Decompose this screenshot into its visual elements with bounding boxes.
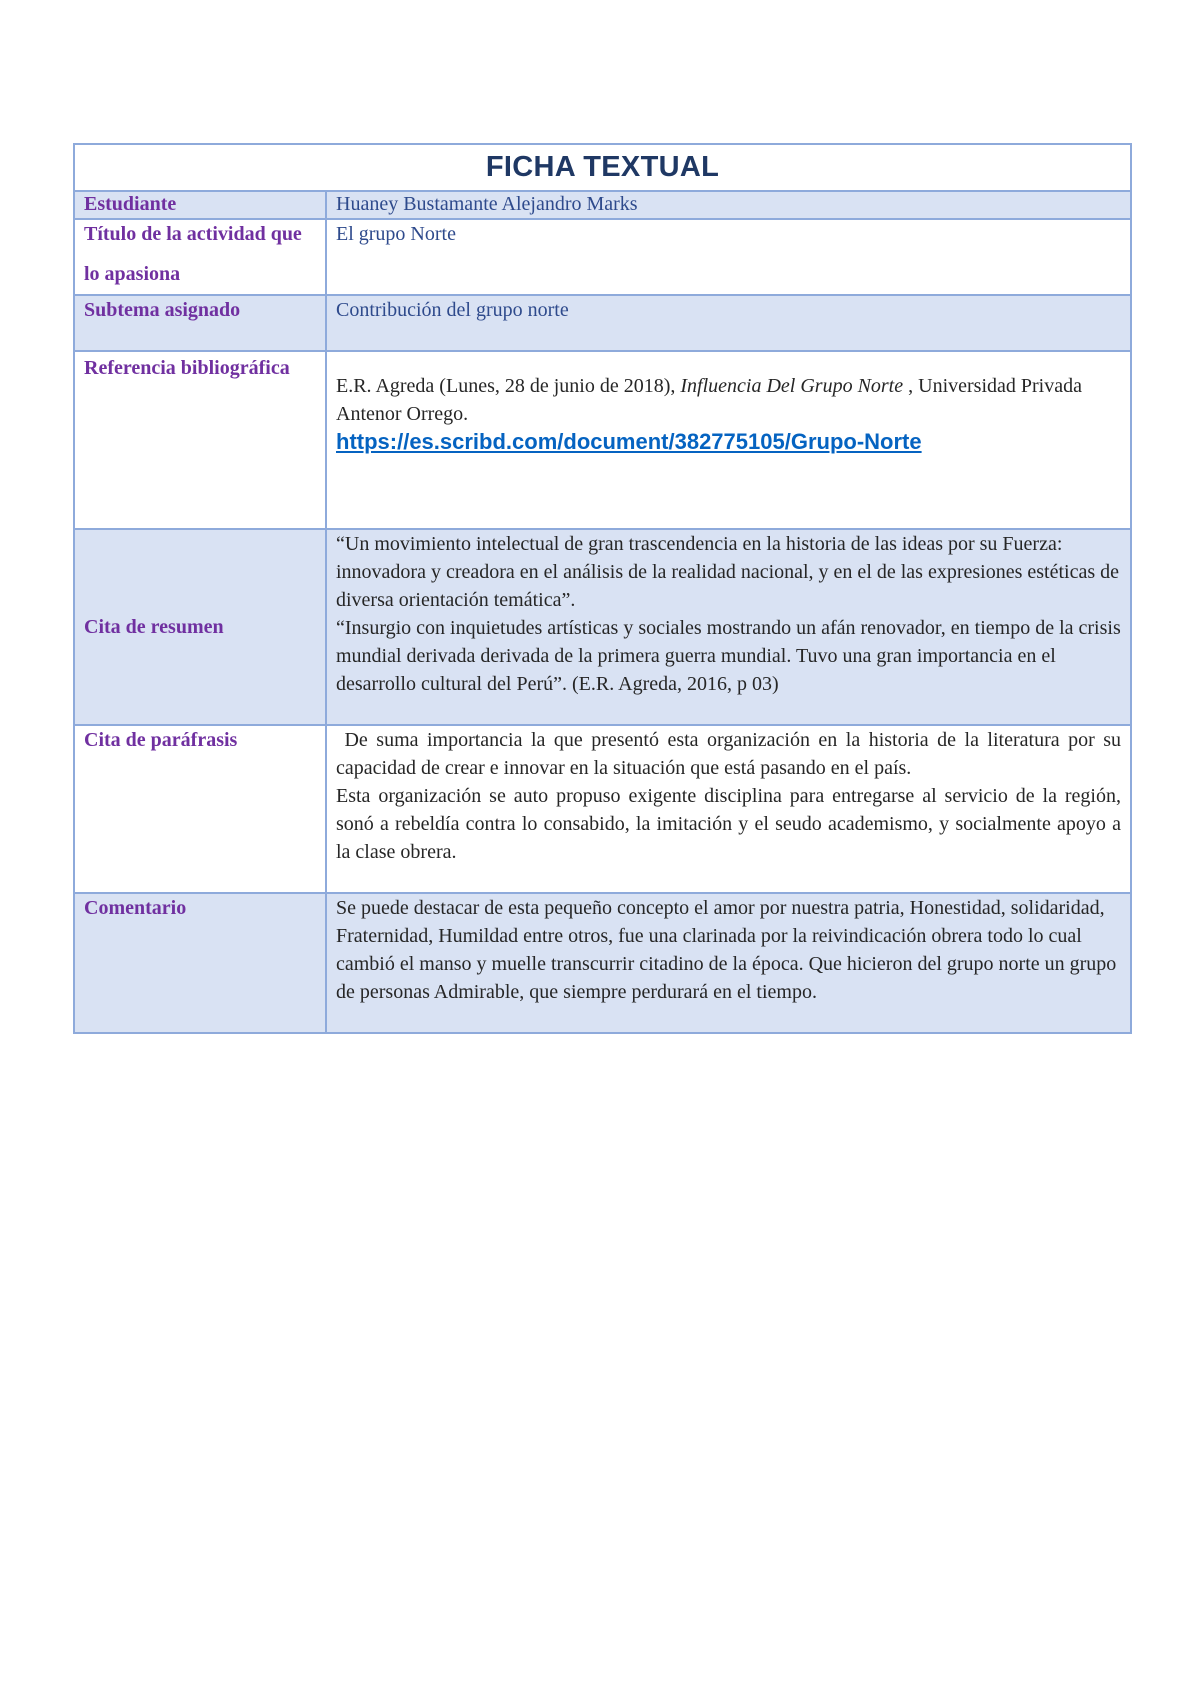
label-cell (74, 529, 326, 725)
reference-citation (336, 372, 1121, 428)
comentario-text: Se puede destacar de esta pequeño concepto el amor por nuestra patria, Honestidad, solidaridad, Fraternidad, Humildad entre otros, fue una clarinada por la reivindicación obrera todo lo cual cambió el manso y muelle transcurrir citadino de la época. Que hicieron del grupo norte un grupo de personas Admirable, que siempre perdurará en el tiempo. (336, 897, 1117, 1003)
label-titulo: Título de la actividad que lo apasiona (84, 223, 302, 285)
row-referencia (74, 351, 1131, 529)
cita-parafrasis-paragraph: Esta organización se auto propuso exigente disciplina para entregarse al servicio de la región, sonó a rebeldía contra lo consabido, la imitación y el seudo academismo, y socialmente apoyo a la clase obrera. (336, 785, 1121, 863)
title-cell (74, 144, 1131, 191)
label-referencia: Referencia bibliográfica (84, 357, 290, 379)
ficha-textual-table (73, 143, 1132, 1034)
value-estudiante: Huaney Bustamante Alejandro Marks (336, 193, 638, 215)
label-cell (74, 725, 326, 893)
row-subtema (74, 295, 1131, 351)
value-cell (326, 725, 1131, 893)
label-cell (74, 295, 326, 351)
label-cell (74, 219, 326, 295)
label-subtema: Subtema asignado (84, 299, 241, 321)
page-title: FICHA TEXTUAL (485, 151, 720, 183)
value-cell (326, 191, 1131, 219)
row-cita-resumen (74, 529, 1131, 725)
row-comentario (74, 893, 1131, 1033)
cita-resumen-paragraph: “Insurgio con inquietudes artísticas y sociales mostrando un afán renovador, en tiempo de la crisis mundial derivada derivada de la primera guerra mundial. Tuvo una gran importancia en el desarrollo cultural del Perú”. (E.R. Agreda, 2016, p 03) (336, 617, 1121, 695)
value-cell (326, 295, 1131, 351)
value-titulo: El grupo Norte (336, 223, 456, 245)
label-estudiante: Estudiante (84, 193, 177, 215)
title-row (74, 144, 1131, 191)
reference-work-title: Influencia Del Grupo Norte (680, 375, 904, 397)
reference-author-date: E.R. Agreda (Lunes, 28 de junio de 2018), (336, 375, 681, 397)
value-subtema: Contribución del grupo norte (336, 299, 569, 321)
cita-parafrasis-paragraph: De suma importancia la que presentó esta organización en la historia de la literatura por su capacidad de crear e innovar en la situación que está pasando en el país. (336, 729, 1126, 779)
label-cell (74, 351, 326, 529)
cita-resumen-paragraph: “Un movimiento intelectual de gran trascendencia en la historia de las ideas por su Fuerza: innovadora y creadora en el análisis de la realidad nacional, y en el de las expresiones estéticas de diversa orientación temática”. (336, 533, 1119, 611)
row-titulo (74, 219, 1131, 295)
label-cita-parafrasis: Cita de paráfrasis (84, 729, 238, 751)
value-cell (326, 219, 1131, 295)
label-cell (74, 893, 326, 1033)
reference-publisher: , Universidad Privada Antenor Orrego. (336, 375, 1082, 425)
reference-link[interactable]: https://es.scribd.com/document/382775105/Grupo-Norte (336, 429, 922, 454)
label-comentario: Comentario (84, 897, 187, 919)
value-cell (326, 893, 1131, 1033)
label-cita-resumen: Cita de resumen (84, 616, 224, 638)
row-cita-parafrasis (74, 725, 1131, 893)
value-cell (326, 351, 1131, 529)
value-cell (326, 529, 1131, 725)
